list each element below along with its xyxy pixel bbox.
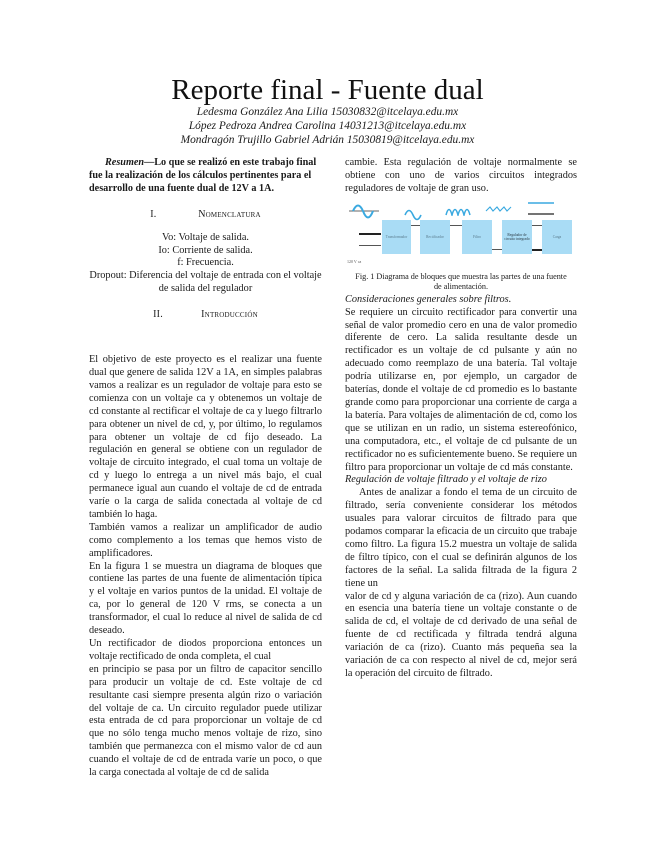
intro-paragraph: El objetivo de este proyecto es el realizar una fuente dual que genere de salida 12V a 1A, en simples palabras vamos a realizar es un regulador de voltaje para esto se comienza con un voltaje ca y obtenemos un voltaje de cd constante al rectificar el voltaje de ca y luego filtrarlo para obtener un nivel de cd, y, por último, lo regulamos para obtener un voltaje de cd fijo deseado. La regulación en general se obtiene con un regulador de voltaje de circuito integrado, el cual toma un voltaje de cd y luego lo entrega a un nivel más bajo, el cual permanece igual aun cuando el voltaje de cd de entrada varíe o la carga de salida conectada al voltaje de cd también lo haga. — [89, 354, 322, 520]
intro-paragraph: en principio se pasa por un filtro de capacitor sencillo para producir un voltaje de cd. Este voltaje de cd resultante casi siempre presenta algún rizo o variación del voltaje de ca. Un circuito regulador puede utilizar esta entrada de cd para proporcionar un voltaje de cd que no sólo tenga mucho menos voltaje de rizo, sino también que permanezca con el mismo valor de cd aun cuando el voltaje de cd de entrada varíe un poco, o que la carga conectada al voltaje de cd de salida — [89, 663, 322, 779]
section-title: Nomenclatura — [198, 208, 261, 220]
block-filter: Filtro — [462, 220, 492, 254]
dc-output-icon — [527, 201, 555, 217]
block-transformer: Transformador — [382, 220, 411, 254]
input-voltage-label: 120 V ca — [347, 258, 362, 264]
abstract-lead: Resumen — [105, 157, 145, 168]
author-line: Mondragón Trujillo Gabriel Adrián 15030819@itcelaya.edu.mx — [180, 133, 475, 146]
section-number: I. — [150, 208, 157, 220]
block-rectifier: Rectificador — [420, 220, 450, 254]
section-heading-introduccion — [89, 309, 322, 322]
block-diagram-figure — [345, 200, 577, 266]
abstract — [89, 157, 322, 196]
section-number: II. — [153, 309, 163, 321]
filtros-paragraph: Se requiere un circuito rectificador para convertir una señal de valor promedio cero en una de valor promedio diferente de cero. La salida resultante desde un rectificador es un voltaje de cd pulsante y aún no adecuado como reemplazo de una batería. Tal voltaje podría utilizarse en, por ejemplo, un cargador de baterías, donde el voltaje de cd promedio es lo bastante grande como para proporcionar una corriente de carga a la batería. Para voltajes de alimentación de cd, como los que se utilizan en un radio, un sistema estereofónico, una computadora, etc., el voltaje de cd pulsante de un rectificador no es suficientemente bueno. Se requiere un filtro para proporcionar un voltaje de cd más constante. — [345, 306, 577, 473]
author-line: López Pedroza Andrea Carolina 14031213@itcelaya.edu.mx — [188, 119, 467, 132]
author-line: Ledesma González Ana Lilia 15030832@itcelaya.edu.mx — [196, 106, 459, 118]
ripple-wave-icon — [485, 204, 513, 214]
intro-paragraph: cambie. Esta regulación de voltaje normalmente se obtiene con uno de varios circuitos integrados reguladores de voltaje de gran uso. — [345, 157, 577, 194]
ac-sine-wave-icon — [349, 202, 379, 224]
nomenclature-item: Vo: Voltaje de salida. — [162, 231, 249, 243]
nomenclature-item: Io: Corriente de salida. — [158, 244, 253, 256]
subsection-title-filtros: Consideraciones generales sobre filtros. — [345, 293, 512, 305]
left-column — [89, 157, 322, 780]
right-column — [345, 157, 577, 681]
rizo-paragraph: valor de cd y alguna variación de ca (rizo). Aun cuando en esencia una batería tiene un voltaje constante o de salida de cd, el voltaje de cd derivado de una señal de fuente de cd rectificada y filtrada tendrá alguna variación de ca (rizo). Cuanto más pequeña sea la variación de ca con respecto al nivel de cd, mejor será la operación del circuito de filtrado. — [345, 590, 577, 679]
intro-paragraph: En la figura 1 se muestra un diagrama de bloques que contiene las partes de una fuente de alimentación típica y el voltaje en varios puntos de la unidad. El voltaje de ca, por lo general de 120 V rms, se conecta a un transformador, el cual lo reduce al nivel de salida de cd deseado. — [89, 560, 322, 637]
rectified-wave-icon — [445, 204, 475, 216]
subsection-title-rizo: Regulación de voltaje filtrado y el voltaje de rizo — [345, 474, 547, 486]
intro-paragraph: Un rectificador de diodos proporciona entonces un voltaje rectificado de onda completa, el cual — [89, 638, 322, 662]
nomenclature-item: f: Frecuencia. — [177, 257, 234, 269]
author-list — [0, 106, 655, 147]
nomenclature-list — [89, 232, 322, 297]
intro-paragraph: También vamos a realizar un amplificador de audio como complemento a los temas que hemos visto de amplificadores. — [89, 521, 322, 559]
document-title: Reporte final - Fuente dual — [171, 74, 484, 106]
section-title: Introducción — [201, 309, 258, 321]
block-ic-regulator: Regulador de circuito integrado — [502, 220, 532, 254]
rizo-paragraph: Antes de analizar a fondo el tema de un circuito de filtrado, sería conveniente considerar los métodos usuales para valorar circuitos de filtrado para que podamos comparar la eficacia de un circuito que trabaje como filtro. La figura 15.2 muestra un voltaje de salida de filtro típico, con el cual se definirán algunos de los factores de la señal. La salida filtrada de la figura 2 tiene un — [345, 487, 577, 589]
block-load: Carga — [542, 220, 572, 254]
section-heading-nomenclatura — [89, 209, 322, 222]
figure-caption: Fig. 1 Diagrama de bloques que muestra las partes de una fuente de alimentación. — [355, 271, 567, 291]
nomenclature-item: Dropout: Diferencia del voltaje de entrada con el voltaje de salida del regulador — [89, 270, 322, 295]
abstract-text: —Lo que se realizó en este trabajo final fue la realización de los cálculos pertinentes para el desarrollo de una fuente dual de 12V a 1A. — [89, 157, 317, 194]
